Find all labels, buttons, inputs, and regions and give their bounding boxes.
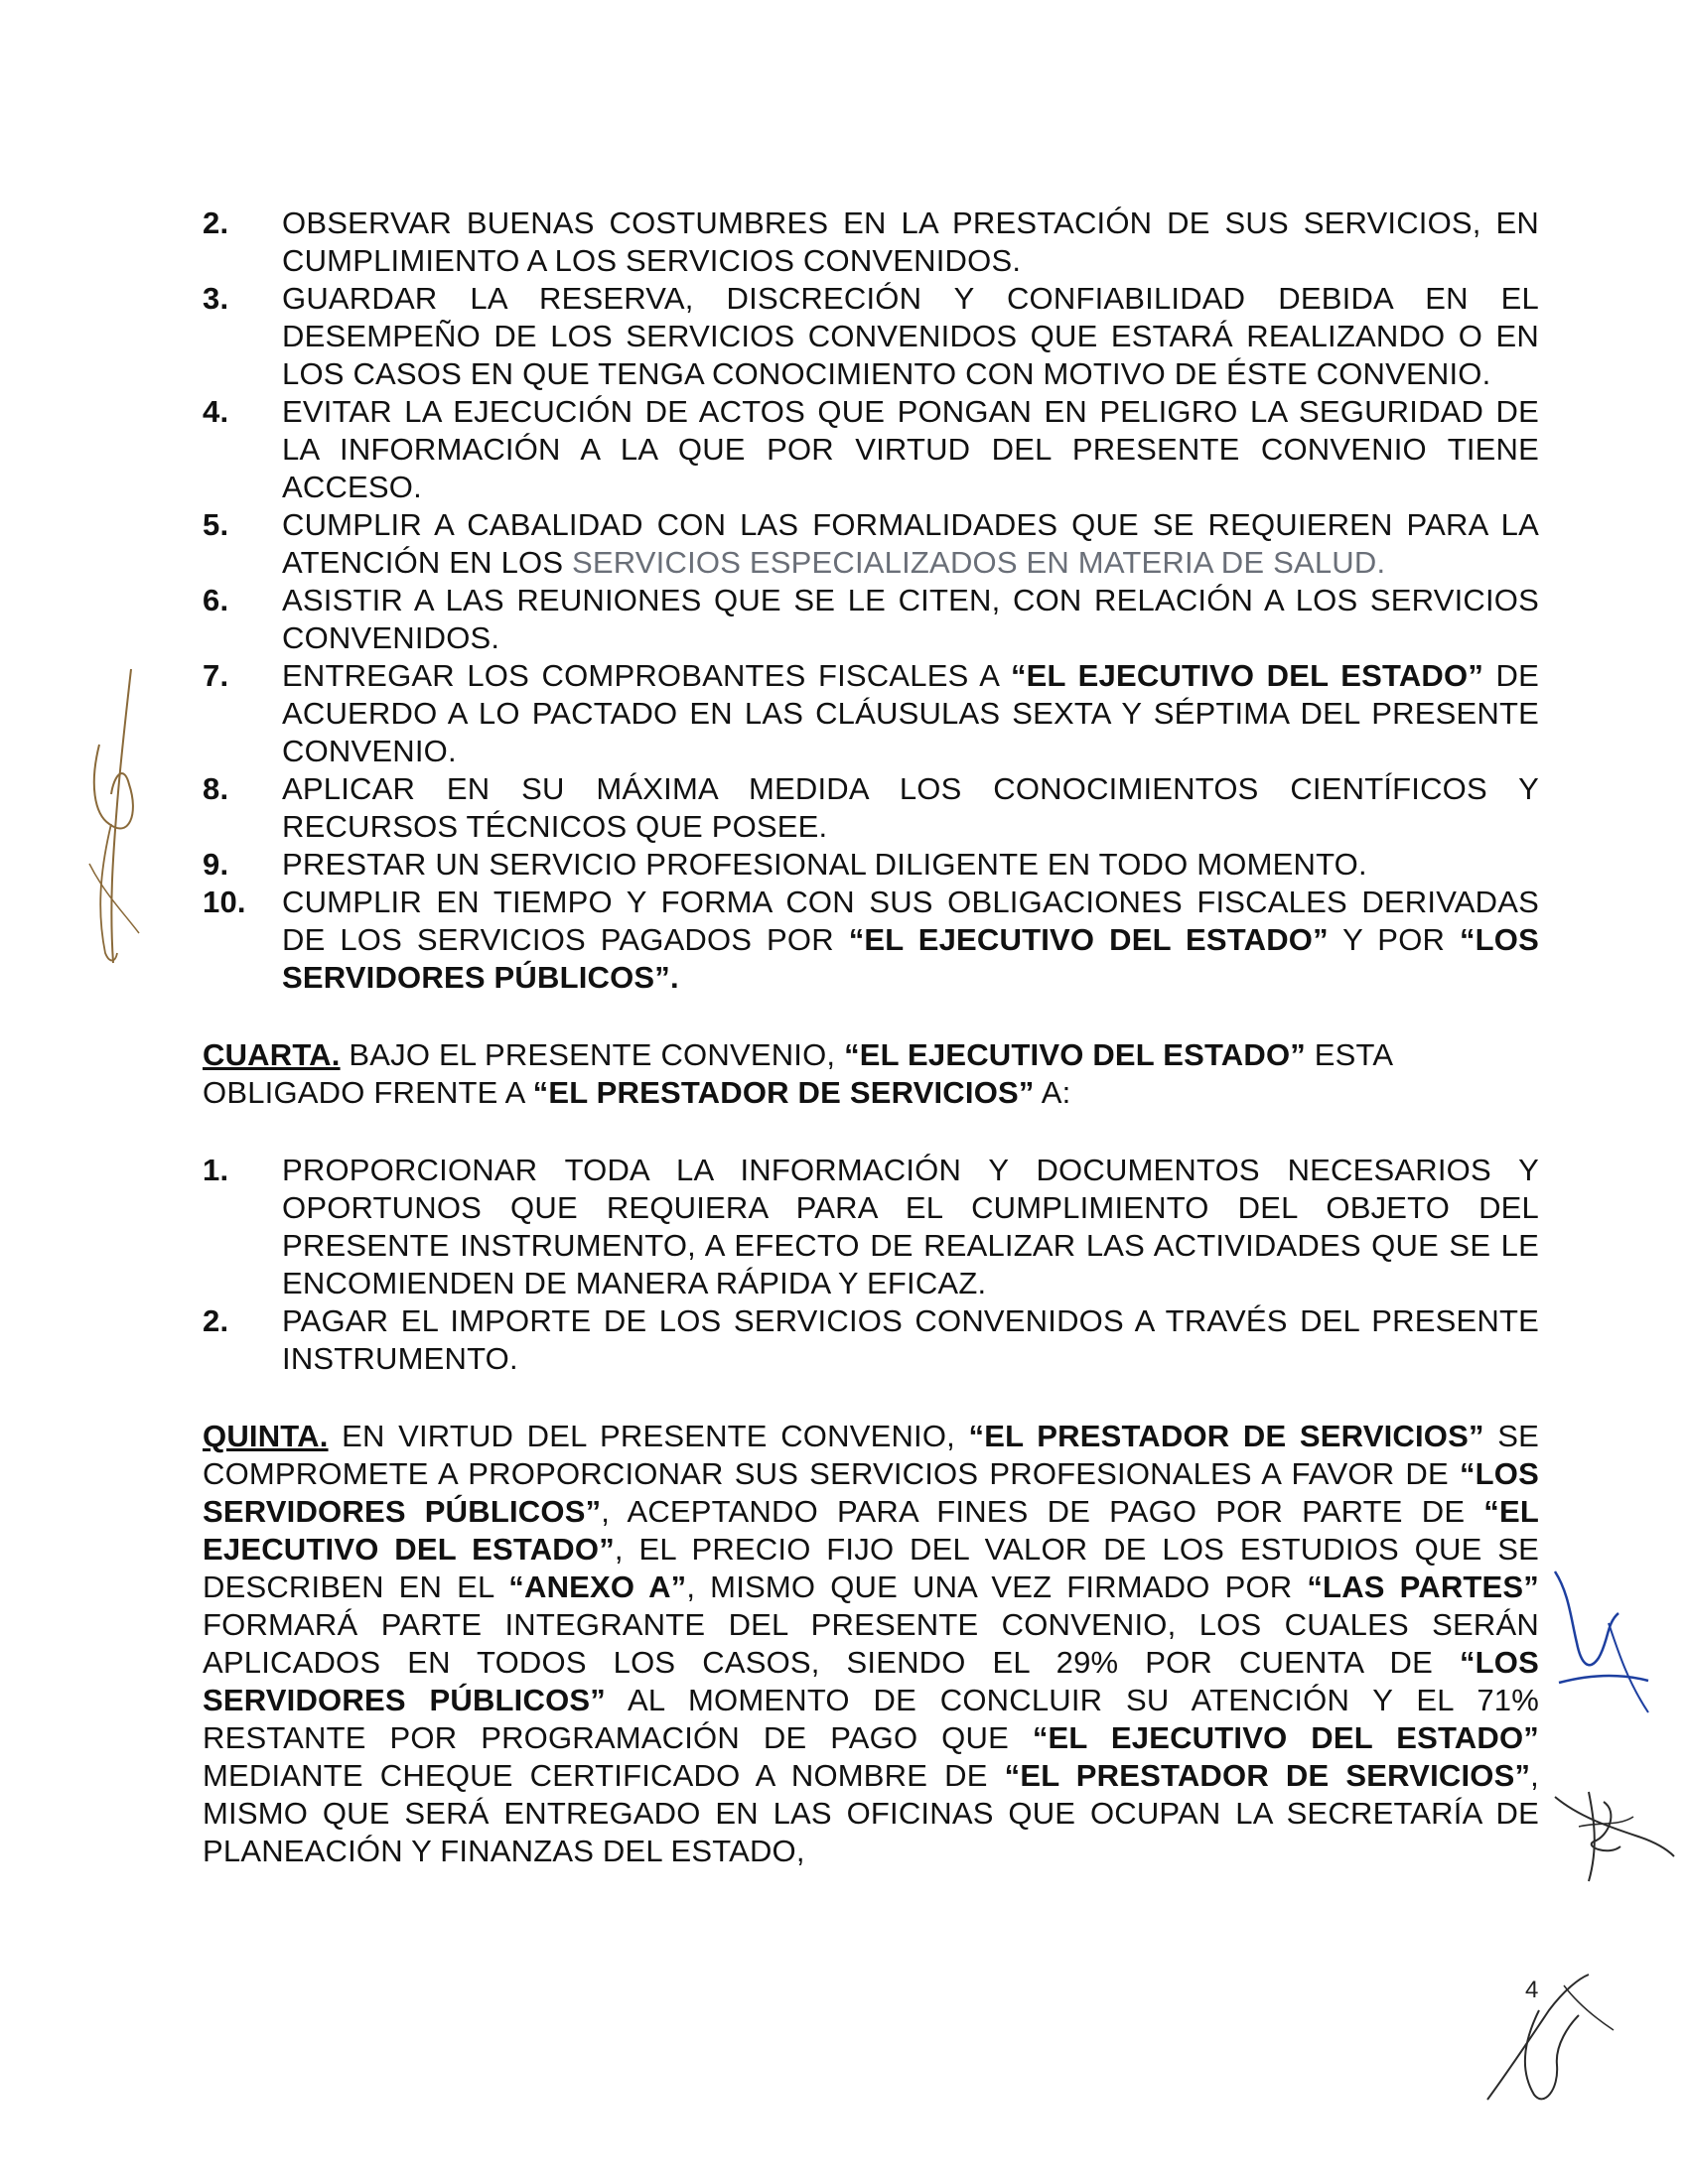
item-text: EVITAR LA EJECUCIÓN DE ACTOS QUE PONGAN EN PELIGRO LA SEGURIDAD DE LA INFORMACIÓN A LA QUE POR VIRTUD DEL PRESENTE CONVENIO TIENE ACCESO. xyxy=(282,394,1539,504)
item-text-faded: SERVICIOS ESPECIALIZADOS EN MATERIA DE SALUD. xyxy=(572,545,1386,580)
clause-heading: QUINTA. xyxy=(203,1419,329,1453)
item-number: 3. xyxy=(203,281,229,316)
clause-text: MEDIANTE CHEQUE CERTIFICADO A NOMBRE DE xyxy=(203,1758,1005,1793)
list-item xyxy=(203,1152,1539,1302)
clause-text: , EL PRECIO FIJO DEL VALOR DE LOS ESTUDIOS QUE SE DESCRIBEN EN EL xyxy=(203,1532,1539,1604)
list-item xyxy=(203,657,1539,770)
signature-mark-bottom xyxy=(1479,1971,1618,2110)
clause-text: BAJO EL PRESENTE CONVENIO, xyxy=(340,1037,845,1072)
item-number: 8. xyxy=(203,771,229,806)
item-text: CUMPLIR A CABALIDAD CON LAS FORMALIDADES QUE SE REQUIEREN PARA LA ATENCIÓN EN LOS xyxy=(282,507,1539,580)
list-item xyxy=(203,205,1539,280)
list-item xyxy=(203,846,1539,884)
clause-text: , ACEPTANDO PARA FINES DE PAGO POR PARTE DE xyxy=(601,1494,1484,1529)
clause-bold-term: “EL EJECUTIVO DEL ESTADO” xyxy=(203,1494,1539,1567)
clause-text: AL MOMENTO DE CONCLUIR SU ATENCIÓN Y EL 71% RESTANTE POR PROGRAMACIÓN DE PAGO QUE xyxy=(203,1683,1539,1755)
cuarta-list xyxy=(203,1152,1539,1378)
item-text: CUMPLIR EN TIEMPO Y FORMA CON SUS OBLIGACIONES FISCALES DERIVADAS DE LOS SERVICIOS PAGADOS POR xyxy=(282,885,1539,957)
clause-heading: CUARTA. xyxy=(203,1037,341,1072)
item-number: 5. xyxy=(203,507,229,542)
page-number: 4 xyxy=(1525,1977,1539,2003)
item-number: 6. xyxy=(203,583,229,617)
item-bold-term: “EL EJECUTIVO DEL ESTADO” xyxy=(1010,658,1484,693)
obligations-list xyxy=(203,205,1539,997)
clause-bold-term: “LAS PARTES” xyxy=(1307,1570,1539,1604)
item-text: Y POR xyxy=(1328,922,1460,957)
clause-quinta xyxy=(203,1418,1539,1870)
item-text: PRESTAR UN SERVICIO PROFESIONAL DILIGENTE EN TODO MOMENTO. xyxy=(282,847,1367,882)
item-number: 1. xyxy=(203,1153,229,1187)
clause-bold-term: “EL PRESTADOR DE SERVICIOS” xyxy=(968,1419,1484,1453)
item-text: GUARDAR LA RESERVA, DISCRECIÓN Y CONFIABILIDAD DEBIDA EN EL DESEMPEÑO DE LOS SERVICIOS CONVENIDOS QUE ESTARÁ REALIZANDO O EN LOS CASOS EN QUE TENGA CONOCIMIENTO CON MOTIVO DE ÉSTE CONVENIO. xyxy=(282,281,1539,391)
clause-cuarta xyxy=(203,1036,1523,1112)
clause-text: , MISMO QUE SERÁ ENTREGADO EN LAS OFICINAS QUE OCUPAN LA SECRETARÍA DE PLANEACIÓN Y FINANZAS DEL ESTADO, xyxy=(203,1758,1539,1868)
item-text: ASISTIR A LAS REUNIONES QUE SE LE CITEN, CON RELACIÓN A LOS SERVICIOS CONVENIDOS. xyxy=(282,583,1539,655)
clause-bold-term: “EL EJECUTIVO DEL ESTADO” xyxy=(1032,1720,1539,1755)
clause-bold-term: “EL PRESTADOR DE SERVICIOS” xyxy=(532,1075,1035,1110)
item-number: 10. xyxy=(203,885,246,919)
list-item xyxy=(203,393,1539,506)
item-text: DE ACUERDO A LO PACTADO EN LAS CLÁUSULAS SEXTA Y SÉPTIMA DEL PRESENTE CONVENIO. xyxy=(282,658,1540,768)
item-bold-term: “LOS SERVIDORES PÚBLICOS”. xyxy=(282,922,1539,995)
list-item xyxy=(203,280,1539,393)
signature-mark-right-upper xyxy=(1549,1564,1668,1722)
clause-bold-term: “ANEXO A” xyxy=(508,1570,687,1604)
clause-text: EN VIRTUD DEL PRESENTE CONVENIO, xyxy=(328,1419,969,1453)
item-text: APLICAR EN SU MÁXIMA MEDIDA LOS CONOCIMIENTOS CIENTÍFICOS Y RECURSOS TÉCNICOS QUE POSEE. xyxy=(282,771,1539,844)
list-item xyxy=(203,1302,1539,1378)
item-text: ENTREGAR LOS COMPROBANTES FISCALES A xyxy=(282,658,1011,693)
item-number: 9. xyxy=(203,847,229,882)
clause-bold-term: “EL PRESTADOR DE SERVICIOS” xyxy=(1004,1758,1531,1793)
signature-mark-right-lower xyxy=(1549,1787,1678,1896)
clause-bold-term: “LOS SERVIDORES PÚBLICOS” xyxy=(203,1645,1539,1717)
clause-text: A: xyxy=(1034,1075,1071,1110)
clause-text: ESTA OBLIGADO FRENTE A xyxy=(203,1037,1392,1110)
item-number: 7. xyxy=(203,658,229,693)
clause-bold-term: “LOS SERVIDORES PÚBLICOS” xyxy=(203,1456,1539,1529)
clause-text: FORMARÁ PARTE INTEGRANTE DEL PRESENTE CONVENIO, LOS CUALES SERÁN APLICADOS EN TODOS LOS CASOS, SIENDO EL 29% POR CUENTA DE xyxy=(203,1607,1539,1680)
item-bold-term: “EL EJECUTIVO DEL ESTADO” xyxy=(848,922,1329,957)
item-text: PAGAR EL IMPORTE DE LOS SERVICIOS CONVENIDOS A TRAVÉS DEL PRESENTE INSTRUMENTO. xyxy=(282,1303,1539,1376)
item-number: 4. xyxy=(203,394,229,429)
item-number: 2. xyxy=(203,205,229,240)
list-item xyxy=(203,582,1539,657)
list-item xyxy=(203,506,1539,582)
item-number: 2. xyxy=(203,1303,229,1338)
clause-text: , MISMO QUE UNA VEZ FIRMADO POR xyxy=(686,1570,1308,1604)
item-text: PROPORCIONAR TODA LA INFORMACIÓN Y DOCUMENTOS NECESARIOS Y OPORTUNOS QUE REQUIERA PARA EL CUMPLIMIENTO DEL OBJETO DEL PRESENTE INSTRUMENTO, A EFECTO DE REALIZAR LAS ACTIVIDADES QUE SE LE ENCOMIENDEN DE MANERA RÁPIDA Y EFICAZ. xyxy=(282,1153,1539,1300)
list-item xyxy=(203,770,1539,846)
signature-mark-left xyxy=(70,665,159,983)
item-text: OBSERVAR BUENAS COSTUMBRES EN LA PRESTACIÓN DE SUS SERVICIOS, EN CUMPLIMIENTO A LOS SERVICIOS CONVENIDOS. xyxy=(282,205,1539,278)
list-item xyxy=(203,884,1539,997)
clause-bold-term: “EL EJECUTIVO DEL ESTADO” xyxy=(844,1037,1306,1072)
clause-text: SE COMPROMETE A PROPORCIONAR SUS SERVICIOS PROFESIONALES A FAVOR DE xyxy=(203,1419,1539,1491)
document-body xyxy=(203,205,1539,1870)
